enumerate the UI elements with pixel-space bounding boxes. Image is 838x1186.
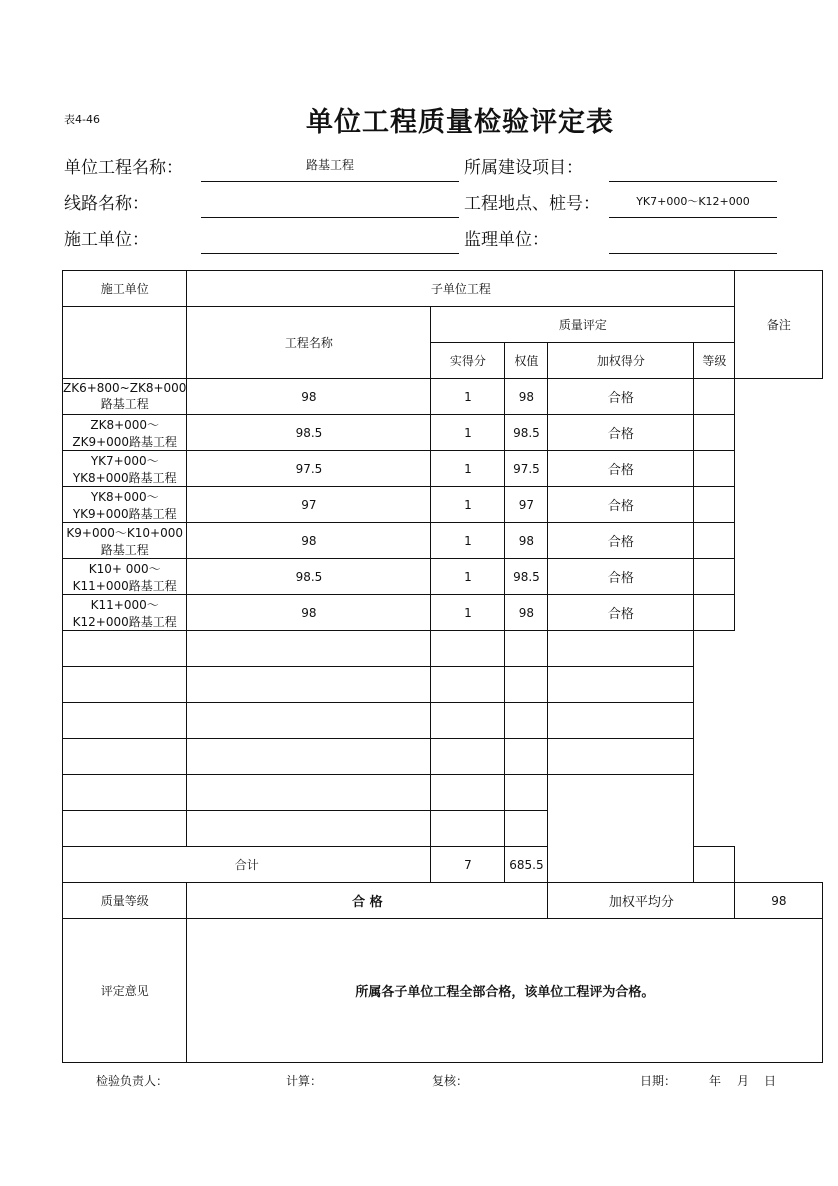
contractor-label: 施工单位： (64, 230, 149, 250)
cell-weight: 1 (431, 379, 505, 415)
opinion-label: 评定意见 (63, 919, 187, 1063)
location-label: 工程地点、桩号： (464, 194, 600, 214)
cell-grade: 合格 (548, 523, 694, 559)
total-label: 合计 (63, 847, 431, 883)
contractor-underline[interactable] (201, 253, 459, 254)
unit-project-label: 单位工程名称： (64, 158, 183, 178)
cell-weight: 1 (431, 451, 505, 487)
cell-weight: 1 (431, 415, 505, 451)
cell-remark[interactable] (694, 379, 735, 415)
avg-value: 98 (735, 883, 823, 919)
supervisor-underline[interactable] (609, 253, 777, 254)
cell-remark[interactable] (694, 451, 735, 487)
cell-weighted: 98 (505, 523, 548, 559)
route-underline[interactable] (201, 217, 459, 218)
cell-weighted: 98.5 (505, 559, 548, 595)
calc-label: 计算： (286, 1074, 323, 1088)
cell-remark[interactable] (694, 523, 735, 559)
header-score: 实得分 (431, 343, 505, 379)
evaluation-table (62, 270, 823, 1063)
cell-weighted: 98.5 (505, 415, 548, 451)
cell-name: YK7+000～YK8+000路基工程 (63, 451, 187, 487)
page-title: 单位工程质量检验评定表 (306, 107, 614, 138)
quality-grade-value: 合 格 (187, 883, 548, 919)
cell-score: 98.5 (187, 415, 431, 451)
review-label: 复核： (432, 1074, 469, 1088)
header-grade: 等级 (694, 343, 735, 379)
cell-weighted: 98 (505, 595, 548, 631)
supervisor-label: 监理单位： (464, 230, 549, 250)
cell-grade: 合格 (548, 487, 694, 523)
unit-project-value[interactable]: 路基工程 (305, 158, 354, 172)
parent-project-label: 所属建设项目： (464, 158, 583, 178)
cell-score: 98 (187, 595, 431, 631)
total-weighted: 685.5 (505, 847, 548, 883)
contractor-cell[interactable] (63, 307, 187, 379)
cell-weighted: 97 (505, 487, 548, 523)
cell-weight: 1 (431, 523, 505, 559)
cell-remark[interactable] (694, 595, 735, 631)
route-label: 线路名称： (64, 194, 149, 214)
cell-weight: 1 (431, 559, 505, 595)
cell-name: ZK8+000～ZK9+000路基工程 (63, 415, 187, 451)
table-row (63, 379, 823, 415)
parent-project-underline[interactable] (609, 181, 777, 182)
cell-name: ZK6+800~ZK8+000路基工程 (63, 379, 187, 415)
table-row (63, 523, 823, 559)
table-row (63, 487, 823, 523)
date-label: 日期： (640, 1074, 677, 1088)
table-row (63, 595, 823, 631)
cell-name: YK8+000～YK9+000路基工程 (63, 487, 187, 523)
location-value[interactable]: YK7+000～K12+000 (636, 195, 750, 208)
cell-weighted: 97.5 (505, 451, 548, 487)
form-code: 表4-46 (64, 113, 100, 126)
cell-remark[interactable] (694, 559, 735, 595)
year-label: 年 (709, 1074, 722, 1088)
cell-grade: 合格 (548, 415, 694, 451)
header-name: 工程名称 (187, 307, 431, 379)
cell-grade: 合格 (548, 595, 694, 631)
cell-weighted: 98 (505, 379, 548, 415)
cell-score: 98 (187, 523, 431, 559)
cell-weight: 1 (431, 595, 505, 631)
header-contractor: 施工单位 (63, 271, 187, 307)
cell-remark[interactable] (694, 487, 735, 523)
opinion-value: 所属各子单位工程全部合格，该单位工程评为合格。 (187, 919, 823, 1063)
location-underline (609, 217, 777, 218)
day-label: 日 (764, 1074, 777, 1088)
cell-name: K9+000～K10+000路基工程 (63, 523, 187, 559)
cell-score: 97 (187, 487, 431, 523)
header-weight: 权值 (505, 343, 548, 379)
cell-grade: 合格 (548, 379, 694, 415)
total-weight: 7 (431, 847, 505, 883)
header-sub-unit: 子单位工程 (187, 271, 735, 307)
remark-merged-cell[interactable] (548, 775, 694, 883)
header-quality: 质量评定 (431, 307, 735, 343)
table-row (63, 559, 823, 595)
cell-remark[interactable] (694, 415, 735, 451)
table-row (63, 415, 823, 451)
cell-score: 97.5 (187, 451, 431, 487)
unit-project-underline (201, 181, 459, 182)
cell-grade: 合格 (548, 451, 694, 487)
header-remark: 备注 (735, 271, 823, 379)
avg-label: 加权平均分 (548, 883, 735, 919)
table-row (63, 451, 823, 487)
inspector-label: 检验负责人： (96, 1074, 169, 1088)
cell-grade: 合格 (548, 559, 694, 595)
cell-score: 98.5 (187, 559, 431, 595)
cell-name: K11+000～K12+000路基工程 (63, 595, 187, 631)
month-label: 月 (737, 1074, 750, 1088)
total-grade (694, 847, 735, 883)
quality-grade-label: 质量等级 (63, 883, 187, 919)
cell-weight: 1 (431, 487, 505, 523)
cell-name: K10+ 000～K11+000路基工程 (63, 559, 187, 595)
header-weighted: 加权得分 (548, 343, 694, 379)
cell-score: 98 (187, 379, 431, 415)
